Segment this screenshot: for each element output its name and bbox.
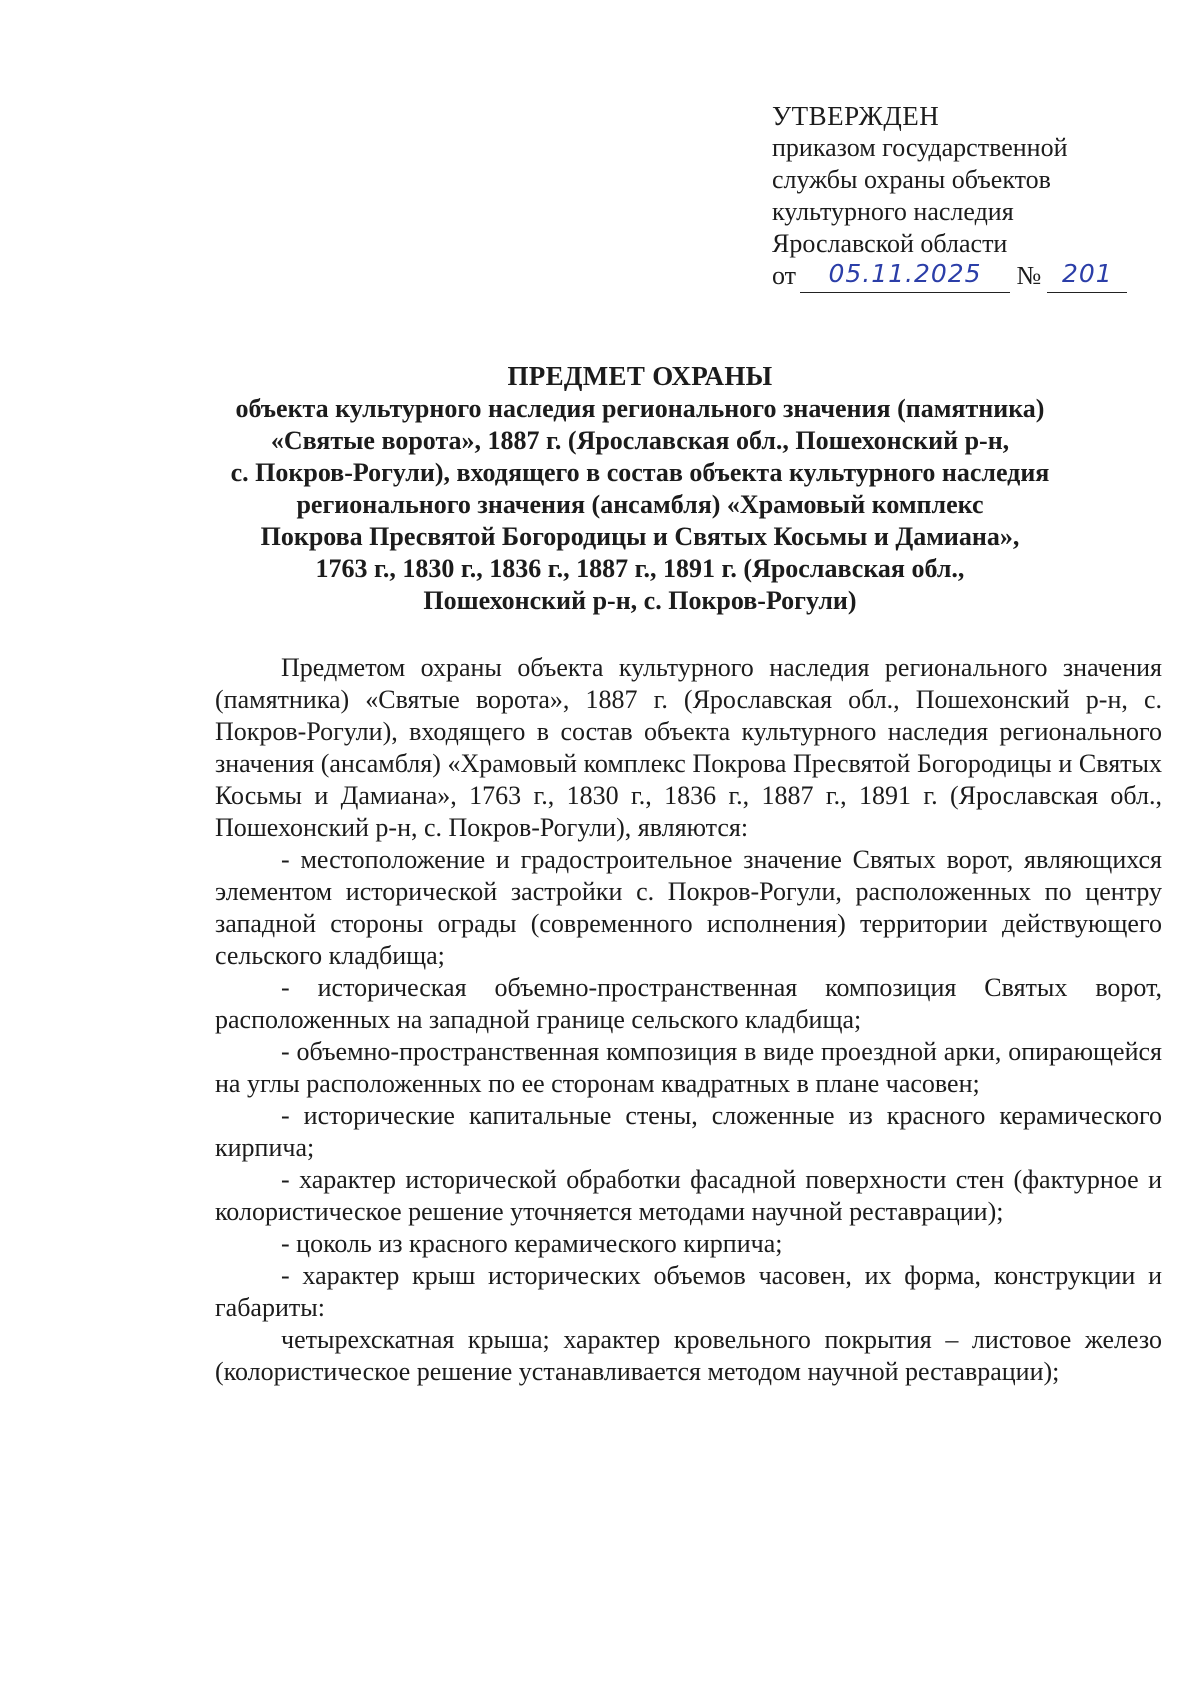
- list-item: четырехскатная крыша; характер кровельного покрытия – листовое железо (колористическое решение устанавливается методом научной реставрации);: [215, 1325, 1162, 1386]
- list-item: - местоположение и градостроительное значение Святых ворот, являющихся элементом исторической застройки с. Покров-Рогули, расположенных по центру западной стороны ограды (современного исполнения) территории действующего сельского кладбища;: [215, 845, 1162, 970]
- intro-paragraph: Предметом охраны объекта культурного наследия регионального значения (памятника) «Святые ворота», 1887 г. (Ярославская обл., Пошехонский р-н, с. Покров-Рогули), входящего в состав объекта культурного наследия регионального значения (ансамбля) «Храмовый комплекс Покрова Пресвятой Богородицы и Святых Косьмы и Дамиана», 1763 г., 1830 г., 1836 г., 1887 г., 1891 г. (Ярославская обл., Пошехонский р-н, с. Покров-Рогули), являются:: [215, 653, 1162, 842]
- title-line: 1763 г., 1830 г., 1836 г., 1887 г., 1891 г. (Ярославская обл.,: [315, 554, 965, 583]
- date-prefix: от: [772, 261, 797, 290]
- document-body: [215, 652, 1162, 1388]
- title-line: «Святые ворота», 1887 г. (Ярославская обл., Пошехонский р-н,: [270, 426, 1010, 455]
- title-line: объекта культурного наследия регионального значения (памятника): [235, 394, 1045, 423]
- approval-block: [772, 100, 1152, 294]
- date-blank: [800, 260, 1010, 293]
- handwritten-number: 201: [1061, 259, 1113, 288]
- document-title: [200, 359, 1080, 617]
- approval-line: Ярославской области: [772, 229, 1008, 258]
- list-item: - исторические капитальные стены, сложенные из красного керамического кирпича;: [215, 1101, 1162, 1162]
- approval-header: УТВЕРЖДЕН: [772, 101, 940, 131]
- title-line: Пошехонский р-н, с. Покров-Рогули): [423, 586, 857, 615]
- list-item: - историческая объемно-пространственная композиция Святых ворот, расположенных на западной границе сельского кладбища;: [215, 973, 1162, 1034]
- list-item: - характер крыш исторических объемов часовен, их форма, конструкции и габариты:: [215, 1261, 1162, 1322]
- list-item: - цоколь из красного керамического кирпича;: [281, 1229, 783, 1258]
- title-heading: ПРЕДМЕТ ОХРАНЫ: [507, 361, 773, 391]
- title-line: регионального значения (ансамбля) «Храмовый комплекс: [296, 490, 984, 519]
- title-line: с. Покров-Рогули), входящего в состав объекта культурного наследия: [230, 458, 1050, 487]
- number-blank: [1047, 260, 1127, 293]
- title-line: Покрова Пресвятой Богородицы и Святых Косьмы и Дамиана»,: [260, 522, 1020, 551]
- approval-line: приказом государственной: [772, 133, 1068, 162]
- number-sign: №: [1016, 261, 1042, 290]
- approval-date-row: [772, 260, 1152, 294]
- list-item: - характер исторической обработки фасадной поверхности стен (фактурное и колористическое решение уточняется методами научной реставрации);: [215, 1165, 1162, 1226]
- approval-line: культурного наследия: [772, 197, 1014, 226]
- list-item: - объемно-пространственная композиция в виде проездной арки, опирающейся на углы расположенных по ее сторонам квадратных в плане часовен;: [215, 1037, 1162, 1098]
- approval-line: службы охраны объектов: [772, 165, 1051, 194]
- handwritten-date: 05.11.2025: [828, 259, 982, 288]
